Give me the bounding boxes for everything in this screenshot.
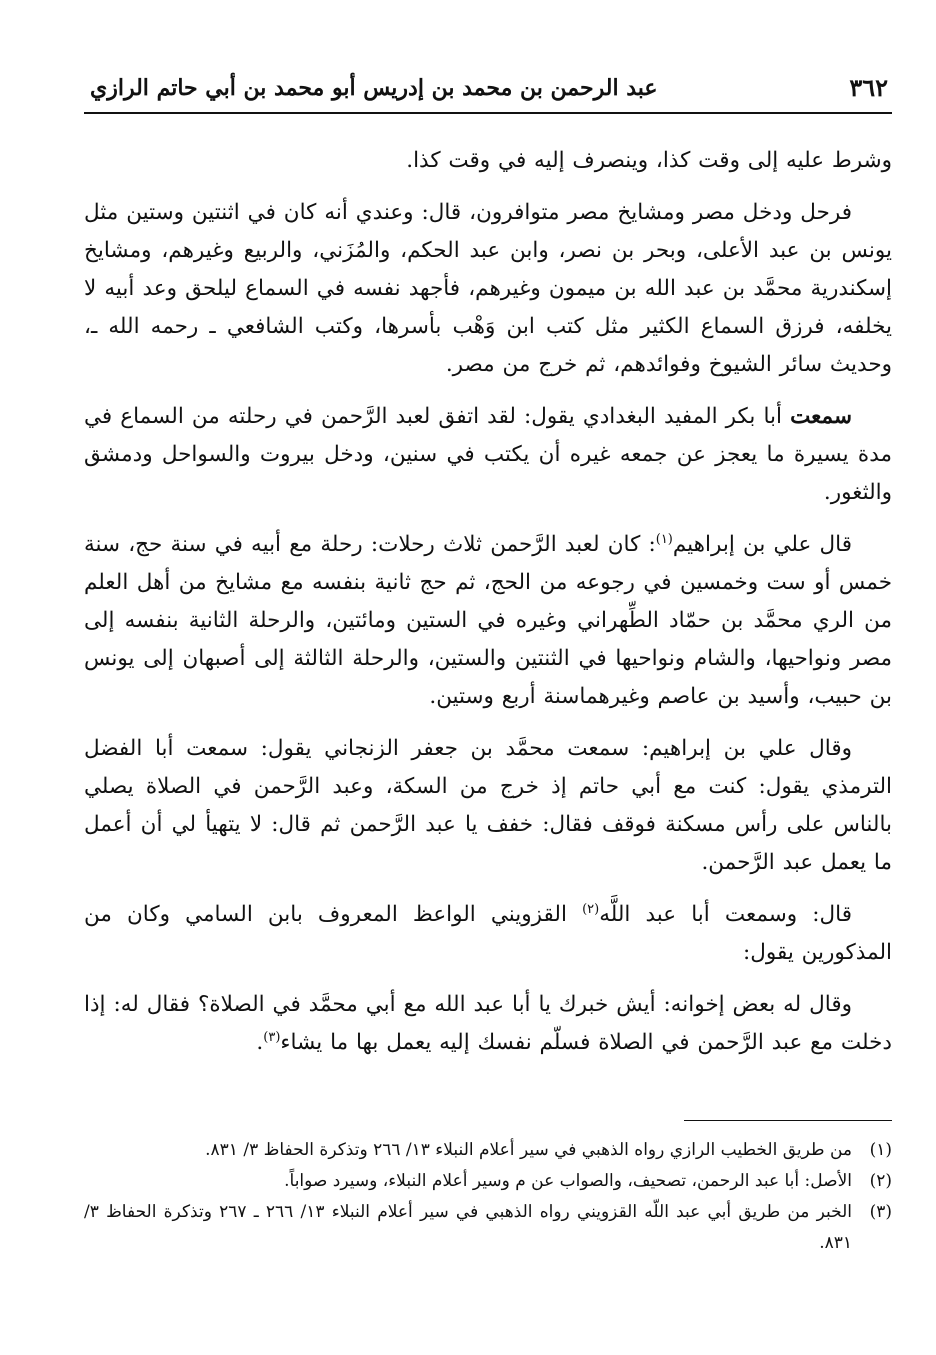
paragraph-7 bbox=[84, 986, 892, 1062]
footnotes bbox=[84, 1135, 892, 1259]
paragraph-text: القزويني الواعظ المعروف بابن السامي وكان من المذكورين يقول: bbox=[84, 902, 892, 965]
footnote-number: (١) bbox=[869, 1140, 892, 1160]
running-title: عبد الرحمن بن محمد بن إدريس أبو محمد بن أبي حاتم الرازي bbox=[90, 75, 658, 101]
paragraph-text: وشرط عليه إلى وقت كذا، وينصرف إليه في وقت كذا. bbox=[406, 148, 892, 173]
footnote-number: (٢) bbox=[869, 1171, 892, 1191]
paragraph-text: : كان لعبد الرَّحمن ثلاث رحلات: رحلة مع أبيه في سنة حج، سنة خمس أو ست وخمسين في رجوعه من الحج، ثم حج ثانية بنفسه مع مشايخ من أهل العلم من الري محمَّد بن حمّاد الطِّهراني وغيره في الستين ومائتين، والرحلة الثانية بنفسه إلى مصر ونواحيها، والشام ونواحيها في الثنتين والستين، والرحلة الثالثة إلى أصبهان إلى يونس بن حبيب، وأسيد بن عاصم وغيرهماسنة أربع وستين. bbox=[84, 532, 892, 709]
paragraph-lead-word: سمعت bbox=[790, 404, 852, 429]
footnote-1 bbox=[84, 1135, 892, 1166]
paragraph-3 bbox=[84, 398, 892, 512]
paragraph-text: أبا بكر المفيد البغدادي يقول: لقد اتفق لعبد الرَّحمن في رحلته من السماع في مدة يسيرة ما يعجز عن جمعه غيره أن يكتب في سنين، ودخل بيروت والسواحل ودمشق والثغور. bbox=[84, 404, 892, 505]
paragraph-text: قال علي بن إبراهيم bbox=[672, 532, 852, 557]
header-rule bbox=[84, 112, 892, 114]
footnote-text: من طريق الخطيب الرازي رواه الذهبي في سير أعلام النبلاء ١٣/ ٢٦٦ وتذكرة الحفاظ ٣/ ٨٣١. bbox=[205, 1140, 852, 1160]
footnote-number: (٣) bbox=[869, 1202, 892, 1222]
paragraph-text: فرحل ودخل مصر ومشايخ مصر متوافرون، قال: وعندي أنه كان في اثنتين وستين مثل يونس بن عبد الأعلى، وبحر بن نصر، وابن عبد الحكم، والمُزَني، والربيع وغيرهم، ومشايخ إسكندرية محمَّد بن عبد الله بن ميمون وغيرهم، فأجهد نفسه في السماع ليلحق وعد أبيه لا يخلفه، فرزق السماع الكثير مثل كتب ابن وَهْب بأسرها، وكتب الشافعي ـ رحمه الله ـ، وحديث سائر الشيوخ وفوائدهم، ثم خرج من مصر. bbox=[84, 200, 892, 377]
page bbox=[84, 66, 892, 1259]
footnote-ref-1[interactable]: (١) bbox=[655, 531, 673, 547]
footnote-text: الأصل: أبا عبد الرحمن، تصحيف، والصواب عن م وسير أعلام النبلاء، وسيرد صواباً. bbox=[284, 1171, 852, 1191]
footnote-2 bbox=[84, 1166, 892, 1197]
paragraph-4 bbox=[84, 526, 892, 716]
footnote-3 bbox=[84, 1197, 892, 1259]
paragraph-6 bbox=[84, 896, 892, 972]
paragraph-text: قال: وسمعت أبا عبد اللَّه bbox=[599, 902, 852, 927]
footnote-ref-3[interactable]: (٣) bbox=[263, 1029, 281, 1045]
paragraph-text: وقال علي بن إبراهيم: سمعت محمَّد بن جعفر الزنجاني يقول: سمعت أبا الفضل الترمذي يقول: كنت مع أبي حاتم إذ خرج من السكة، وعبد الرَّحمن في الصلاة يصلي بالناس على رأس مسكنة فوقف فقال: خفف يا عبد الرَّحمن ثم قال: لا يتهيأ لي أن أعمل ما يعمل عبد الرَّحمن. bbox=[84, 736, 892, 875]
page-number: ٣٦٢ bbox=[849, 73, 888, 102]
footnote-separator bbox=[684, 1120, 892, 1121]
paragraph-1 bbox=[84, 142, 892, 180]
main-text bbox=[84, 142, 892, 1062]
paragraph-2 bbox=[84, 194, 892, 384]
paragraph-5 bbox=[84, 730, 892, 882]
paragraph-text: وقال له بعض إخوانه: أيش خبرك يا أبا عبد الله مع أبي محمَّد في الصلاة؟ فقال له: إذا دخلت مع عبد الرَّحمن في الصلاة فسلّم نفسك إليه يعمل بها ما يشاء bbox=[84, 992, 892, 1055]
paragraph-text: . bbox=[256, 1030, 264, 1055]
footnote-text: الخبر من طريق أبي عبد اللّه القزويني رواه الذهبي في سير أعلام النبلاء ١٣/ ٢٦٦ ـ ٢٦٧ وتذكرة الحفاظ ٣/ ٨٣١. bbox=[84, 1202, 852, 1253]
running-header bbox=[84, 66, 892, 110]
footnote-ref-2[interactable]: (٢) bbox=[582, 901, 600, 917]
